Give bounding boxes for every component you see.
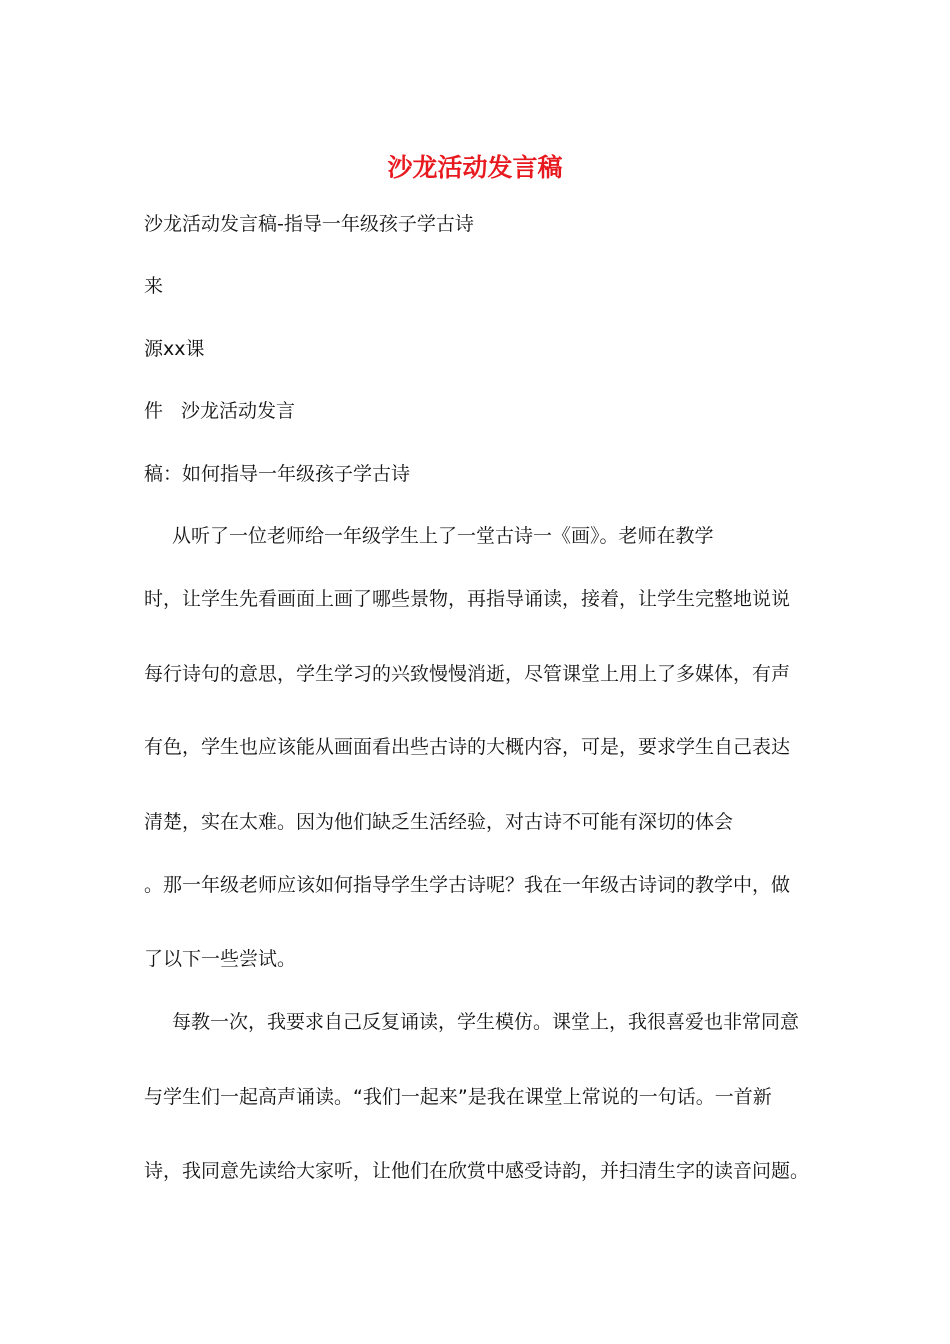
source-line-2: 源xx课 bbox=[144, 338, 205, 360]
paragraph-2-line-3: 诗，我同意先读给大家听，让他们在欣赏中感受诗韵，并扫清生字的读音问题。 bbox=[144, 1160, 810, 1182]
paragraph-1-line-3: 每行诗句的意思，学生学习的兴致慢慢消逝，尽管课堂上用上了多媒体，有声 bbox=[144, 663, 791, 685]
paragraph-2-line-1: 每教一次，我要求自己反复诵读，学生模仿。课堂上，我很喜爱也非常同意 bbox=[172, 1011, 800, 1033]
paragraph-1-line-4: 有色，学生也应该能从画面看出些古诗的大概内容，可是，要求学生自己表达 bbox=[144, 736, 791, 758]
document-title: 沙龙活动发言稿 bbox=[387, 153, 563, 182]
source-line-1: 来 bbox=[144, 275, 164, 297]
paragraph-1-line-2: 时，让学生先看画面上画了哪些景物，再指导诵读，接着，让学生完整地说说 bbox=[144, 588, 791, 610]
paragraph-1-line-6: 。那一年级老师应该如何指导学生学古诗呢？我在一年级古诗词的教学中，做 bbox=[144, 874, 791, 896]
source-line-4: 稿：如何指导一年级孩子学古诗 bbox=[144, 463, 411, 485]
paragraph-1-line-1: 从听了一位老师给一年级学生上了一堂古诗一《画》。老师在教学 bbox=[172, 525, 714, 547]
source-line-3-start: 件 bbox=[144, 400, 164, 422]
subtitle-line: 沙龙活动发言稿-指导一年级孩子学古诗 bbox=[144, 213, 474, 235]
source-line-3 bbox=[144, 398, 295, 424]
source-line-3-end: 沙龙活动发言 bbox=[181, 400, 296, 422]
paragraph-1-line-5: 清楚，实在太难。因为他们缺乏生活经验，对古诗不可能有深切的体会 bbox=[144, 811, 734, 833]
paragraph-1-line-7: 了以下一些尝试。 bbox=[144, 948, 297, 970]
paragraph-2-line-2: 与学生们一起高声诵读。“我们一起来”是我在课堂上常说的一句话。一首新 bbox=[144, 1086, 772, 1108]
